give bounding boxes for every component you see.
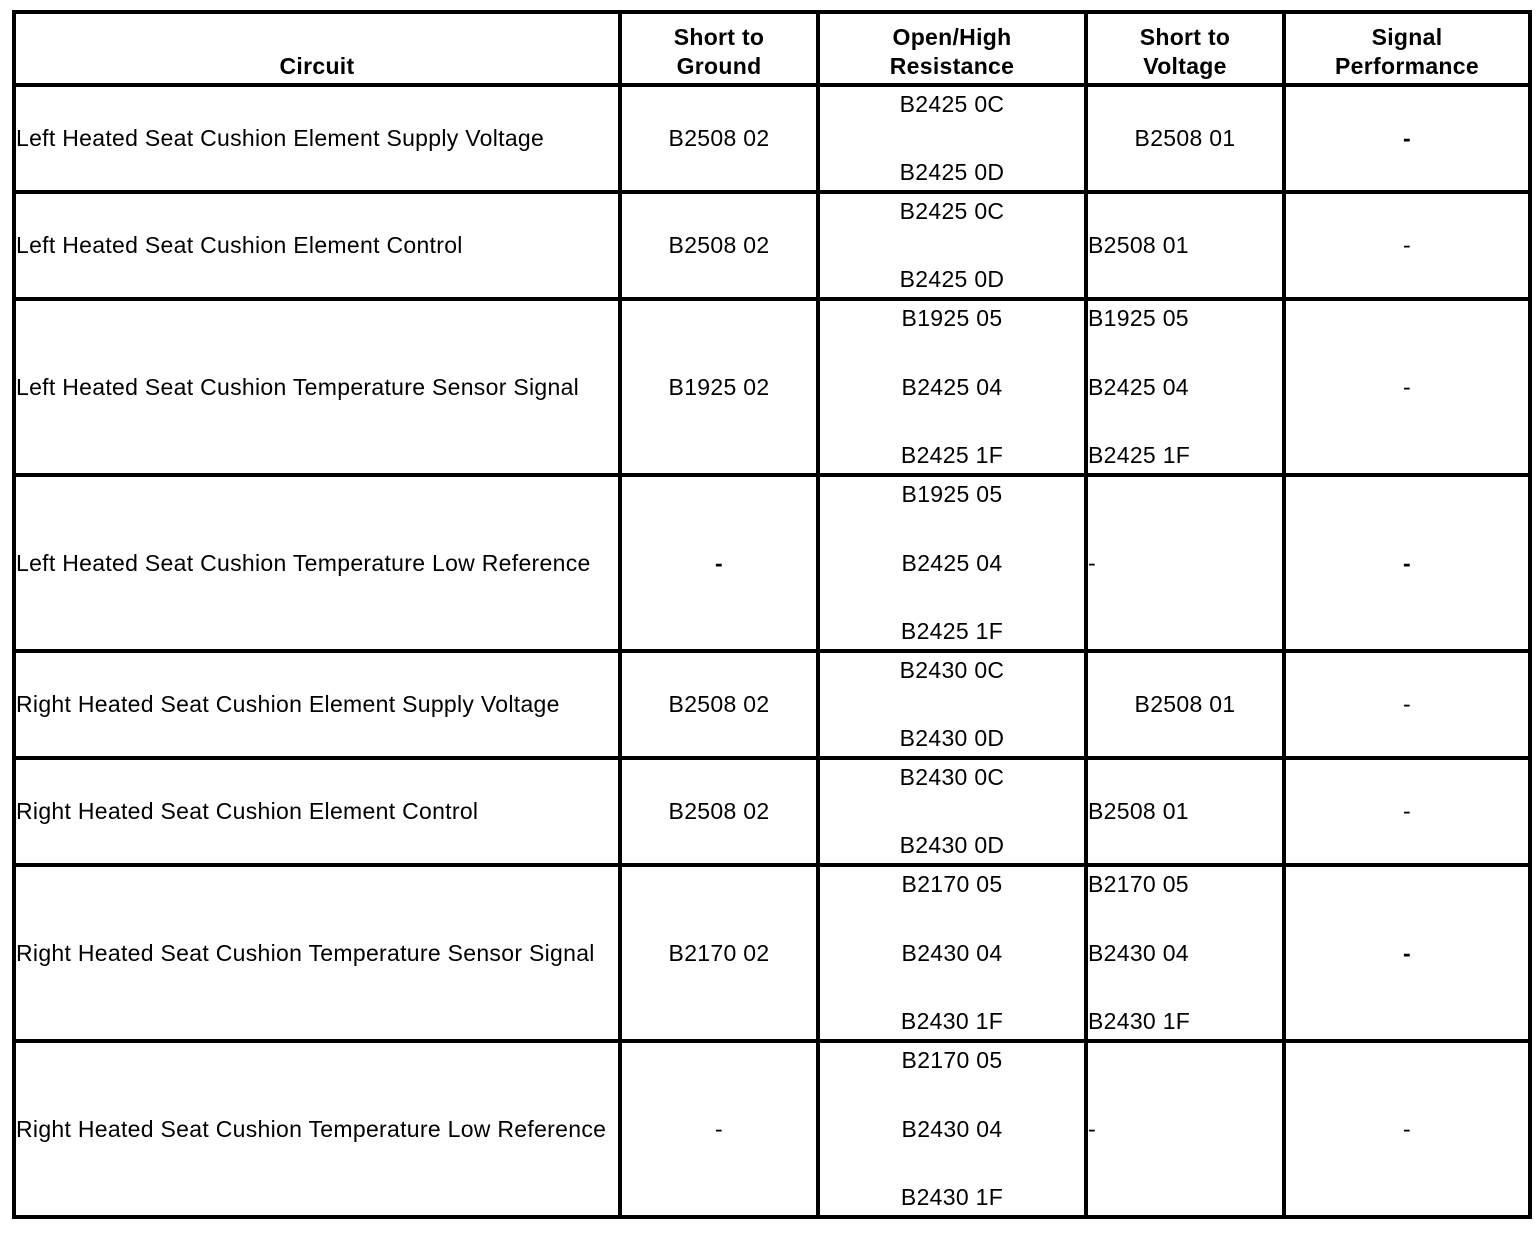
dtc-code: B2170 05 — [901, 871, 1003, 897]
dtc-code: B2425 1F — [1088, 442, 1191, 468]
short-to-ground-cell: B2170 02 — [620, 865, 818, 1041]
signal-performance-cell — [1284, 1041, 1530, 1217]
signal-performance-cell — [1284, 651, 1530, 758]
dtc-code: B2425 04 — [901, 373, 1003, 400]
dtc-code: B2430 04 — [901, 1115, 1003, 1142]
short-to-ground-cell: B2508 02 — [620, 651, 818, 758]
table-row — [14, 299, 1530, 475]
open-high-resistance-cell — [818, 85, 1086, 192]
short-to-voltage-cell: B2508 01 — [1086, 651, 1284, 758]
open-high-resistance-cell — [818, 1041, 1086, 1217]
dtc-code: B2430 0D — [899, 832, 1005, 858]
header-circuit-label: Circuit — [279, 53, 355, 79]
circuit-cell: Left Heated Seat Cushion Temperature Low Reference — [14, 475, 620, 651]
dash-value: - — [1088, 1115, 1096, 1142]
header-signal-performance-line-1: Signal — [1371, 24, 1443, 50]
signal-performance-cell — [1284, 758, 1530, 865]
circuit-dtc-table — [12, 10, 1532, 1219]
circuit-cell: Left Heated Seat Cushion Element Supply Voltage — [14, 85, 620, 192]
header-short-to-voltage-line-1: Short to — [1139, 24, 1231, 50]
dash-value: - — [1088, 549, 1096, 576]
header-circuit — [14, 12, 620, 85]
table-row — [14, 865, 1530, 1041]
open-high-resistance-cell — [818, 192, 1086, 299]
dash-value: - — [1403, 1115, 1411, 1142]
dtc-code: B2170 05 — [1088, 871, 1189, 897]
short-to-voltage-cell — [1086, 299, 1284, 475]
dash-value: - — [1403, 549, 1411, 576]
dash-value: - — [1403, 691, 1411, 717]
dtc-code: B2430 04 — [1088, 939, 1189, 966]
dtc-code: B2425 0C — [899, 198, 1005, 224]
dtc-code: B2425 0D — [899, 266, 1005, 292]
dash-value: - — [1403, 232, 1411, 258]
short-to-ground-cell: B2508 02 — [620, 85, 818, 192]
dtc-code: B2430 04 — [901, 939, 1003, 966]
signal-performance-cell — [1284, 865, 1530, 1041]
header-open-high-resistance-line-2: Resistance — [889, 53, 1015, 79]
short-to-voltage-cell — [1086, 1041, 1284, 1217]
dtc-code: B2425 04 — [1088, 373, 1189, 400]
open-high-resistance-cell — [818, 475, 1086, 651]
signal-performance-cell — [1284, 85, 1530, 192]
header-signal-performance — [1284, 12, 1530, 85]
circuit-cell: Right Heated Seat Cushion Element Control — [14, 758, 620, 865]
header-short-to-voltage-line-2: Voltage — [1143, 53, 1227, 79]
open-high-resistance-cell — [818, 758, 1086, 865]
dtc-code: B2425 04 — [901, 549, 1003, 576]
table-row — [14, 475, 1530, 651]
circuit-cell: Left Heated Seat Cushion Element Control — [14, 192, 620, 299]
header-signal-performance-line-2: Performance — [1335, 53, 1479, 79]
short-to-ground-cell — [620, 475, 818, 651]
dtc-code: B2430 1F — [900, 1008, 1004, 1034]
signal-performance-cell — [1284, 475, 1530, 651]
table-row — [14, 758, 1530, 865]
table-row — [14, 85, 1530, 192]
dtc-code: B1925 05 — [901, 481, 1003, 507]
short-to-voltage-cell: B2508 01 — [1086, 758, 1284, 865]
open-high-resistance-cell — [818, 651, 1086, 758]
dash-value: - — [715, 549, 723, 576]
header-open-high-resistance — [818, 12, 1086, 85]
dtc-code: B2425 1F — [900, 442, 1004, 468]
circuit-cell: Right Heated Seat Cushion Element Supply Voltage — [14, 651, 620, 758]
table-row — [14, 651, 1530, 758]
open-high-resistance-cell — [818, 865, 1086, 1041]
dtc-code: B1925 05 — [1088, 305, 1189, 331]
dtc-code: B2425 0D — [899, 159, 1005, 185]
short-to-ground-cell: B2508 02 — [620, 758, 818, 865]
header-row — [14, 12, 1530, 85]
dtc-code: B2430 0D — [899, 725, 1005, 751]
short-to-ground-cell — [620, 1041, 818, 1217]
dtc-table-container — [12, 10, 1528, 1219]
circuit-cell: Right Heated Seat Cushion Temperature Sensor Signal — [14, 865, 620, 1041]
dash-value: - — [1403, 798, 1411, 824]
short-to-voltage-cell — [1086, 865, 1284, 1041]
header-short-to-voltage — [1086, 12, 1284, 85]
header-short-to-ground — [620, 12, 818, 85]
header-open-high-resistance-line-1: Open/High — [892, 24, 1012, 50]
dash-value: - — [1403, 125, 1411, 151]
table-row — [14, 1041, 1530, 1217]
dtc-code: B2430 0C — [899, 657, 1005, 683]
dtc-code: B2425 1F — [900, 618, 1004, 644]
short-to-voltage-cell: B2508 01 — [1086, 192, 1284, 299]
header-short-to-ground-line-2: Ground — [676, 53, 762, 79]
dtc-code: B2170 05 — [901, 1047, 1003, 1073]
signal-performance-cell — [1284, 192, 1530, 299]
dash-value: - — [1403, 373, 1411, 400]
table-row — [14, 192, 1530, 299]
dtc-code: B2430 0C — [899, 764, 1005, 790]
dtc-code: B2425 0C — [899, 91, 1005, 117]
short-to-ground-cell: B1925 02 — [620, 299, 818, 475]
dtc-code: B2430 1F — [900, 1184, 1004, 1210]
dash-value: - — [715, 1115, 723, 1142]
circuit-cell: Left Heated Seat Cushion Temperature Sensor Signal — [14, 299, 620, 475]
dtc-code: B1925 05 — [901, 305, 1003, 331]
circuit-cell: Right Heated Seat Cushion Temperature Low Reference — [14, 1041, 620, 1217]
open-high-resistance-cell — [818, 299, 1086, 475]
dtc-code: B2430 1F — [1088, 1008, 1191, 1034]
signal-performance-cell — [1284, 299, 1530, 475]
header-short-to-ground-line-1: Short to — [673, 24, 765, 50]
short-to-voltage-cell — [1086, 475, 1284, 651]
dash-value: - — [1403, 939, 1411, 966]
short-to-voltage-cell: B2508 01 — [1086, 85, 1284, 192]
short-to-ground-cell: B2508 02 — [620, 192, 818, 299]
